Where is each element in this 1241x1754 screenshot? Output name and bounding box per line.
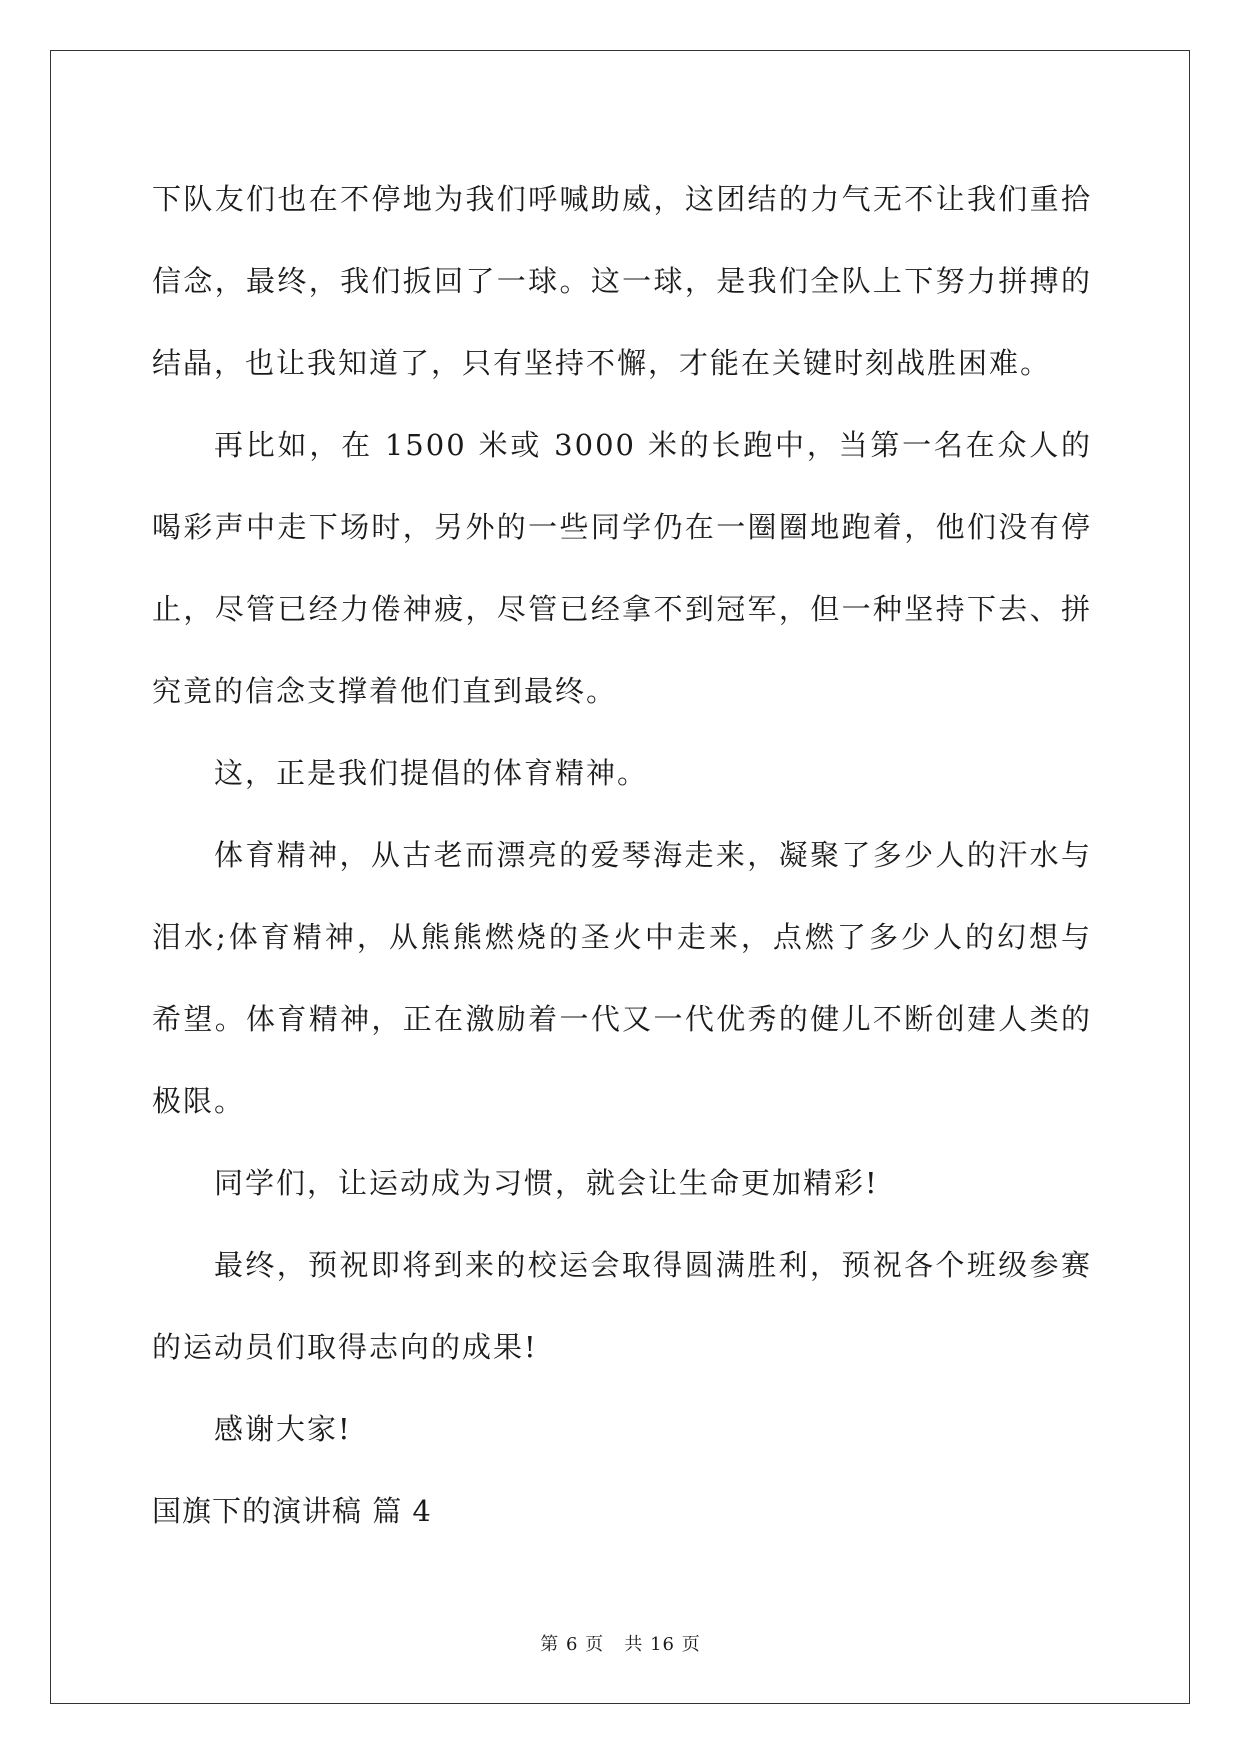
page-total: 共 16 页 [624, 1634, 701, 1655]
paragraph-7: 感谢大家! [214, 1412, 352, 1446]
page-number: 第 6 页 [540, 1634, 605, 1655]
page-footer [0, 1630, 1241, 1656]
paragraph-2: 再比如，在 1500 米或 3000 米的长跑中，当第一名在众人的喝彩声中走下场时，另外的一些同学仍在一圈圈地跑着，他们没有停止，尽管已经力倦神疲，尽管已经拿不到冠军，但一种坚持下去、拼究竟的信念支撑着他们直到最终。 [152, 428, 1092, 708]
document-body [152, 158, 1092, 1552]
paragraph-6: 最终，预祝即将到来的校运会取得圆满胜利，预祝各个班级参赛的运动员们取得志向的成果! [152, 1248, 1092, 1364]
paragraph-5: 同学们，让运动成为习惯，就会让生命更加精彩! [214, 1166, 879, 1200]
paragraph-1: 下队友们也在不停地为我们呼喊助威，这团结的力气无不让我们重拾信念，最终，我们扳回了一球。这一球，是我们全队上下努力拼搏的结晶，也让我知道了，只有坚持不懈，才能在关键时刻战胜困难。 [152, 182, 1092, 380]
section-heading: 国旗下的演讲稿 篇 4 [152, 1494, 432, 1528]
paragraph-3: 这，正是我们提倡的体育精神。 [214, 756, 649, 790]
paragraph-4: 体育精神，从古老而漂亮的爱琴海走来，凝聚了多少人的汗水与泪水;体育精神，从熊熊燃烧的圣火中走来，点燃了多少人的幻想与希望。体育精神，正在激励着一代又一代优秀的健儿不断创建人类的极限。 [152, 838, 1092, 1118]
